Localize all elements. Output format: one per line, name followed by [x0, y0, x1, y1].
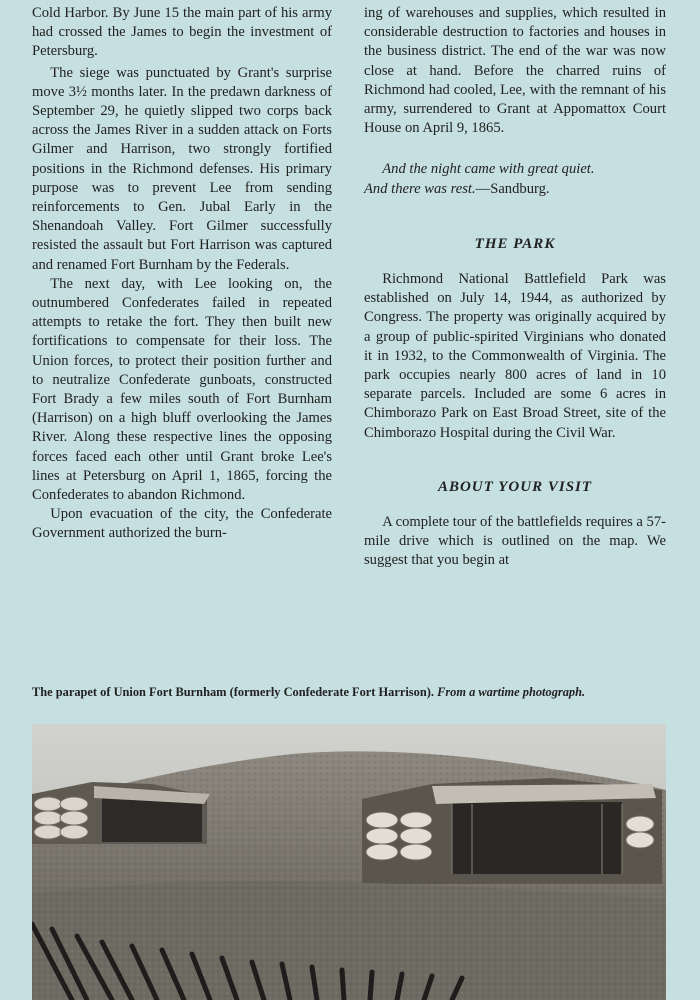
paragraph-evacuation: Upon evacuation of the city, the Confederate Government authorized the burn-	[32, 506, 332, 542]
paragraph-visit: A complete tour of the battlefields requires a 57-mile drive which is outlined on the map. We suggest that you begin at	[364, 514, 666, 569]
caption-text: The parapet of Union Fort Burnham (formerly Confederate Fort Harrison).	[32, 685, 434, 699]
fort-earthworks-photo	[32, 724, 666, 1000]
caption-credit: From a wartime photograph.	[437, 685, 586, 699]
left-embrasure	[32, 782, 210, 844]
paragraph-park: Richmond National Battlefield Park was established on July 14, 1944, as authorized by Congress. The property was originally acquired by a group of public-spirited Virginians who donated it in 1932, to the Commonwealth of Virginia. The park occupies nearly 800 acres of land in 10 separate parcels. Included are some 6 acres in Chimborazo Park on East Broad Street, site of the Chimborazo Hospital during the Civil War.	[364, 271, 666, 441]
right-embrasure	[362, 778, 662, 884]
photo-illustration	[32, 724, 666, 1000]
section-heading-visit: ABOUT YOUR VISIT	[437, 478, 593, 495]
paragraph-siege: The siege was punctuated by Grant's surprise move 3½ months later. In the predawn darkness of September 29, he quietly slipped two corps back across the James River in a sudden attack on Forts Gilmer and Harrison, two strongly fortified positions in the Richmond defenses. His primary purpose was to prevent Lee from sending reinforcements to Gen. Jubal Early in the Shenandoah Valley. Fort Gilmer successfully resisted the assault but Fort Harrison was captured and renamed Fort Burnham by the Federals.	[32, 64, 332, 273]
paragraph-cold-harbor: Cold Harbor. By June 15 the main part of his army had crossed the James to begin the investment of Petersburg.	[32, 5, 332, 60]
verse-attribution: —Sandburg.	[475, 180, 550, 197]
paragraph-burning: ing of warehouses and supplies, which resulted in considerable destruction to factories and houses in the business district. The end of the war was now close at hand. Before the charred ruins of Richmond had cooled, Lee, with the remnant of his army, surrendered to Grant at Appomattox Court House on April 9, 1865.	[364, 5, 666, 137]
photo-caption	[32, 684, 672, 700]
verse-line-1: And the night came with great quiet.	[382, 161, 595, 178]
verse-line-2: And there was rest.	[364, 180, 476, 197]
verse-quote	[364, 160, 666, 198]
right-column	[364, 0, 666, 571]
left-column	[32, 0, 332, 544]
paragraph-next-day: The next day, with Lee looking on, the outnumbered Confederates failed in repeated attempts to retake the fort. They then built new fortifications to compensate for their loss. The Union forces, to protect their position further and to neutralize Confederate gunboats, constructed Fort Brady a few miles south of Fort Burnham (Harrison) on a high bluff overlooking the James River. Along these respective lines the opposing forces faced each other until Grant broke Lee's lines at Petersburg on April 1, 1865, forcing the Confederates to abandon Richmond.	[32, 275, 332, 504]
section-heading-park: THE PARK	[474, 235, 556, 252]
